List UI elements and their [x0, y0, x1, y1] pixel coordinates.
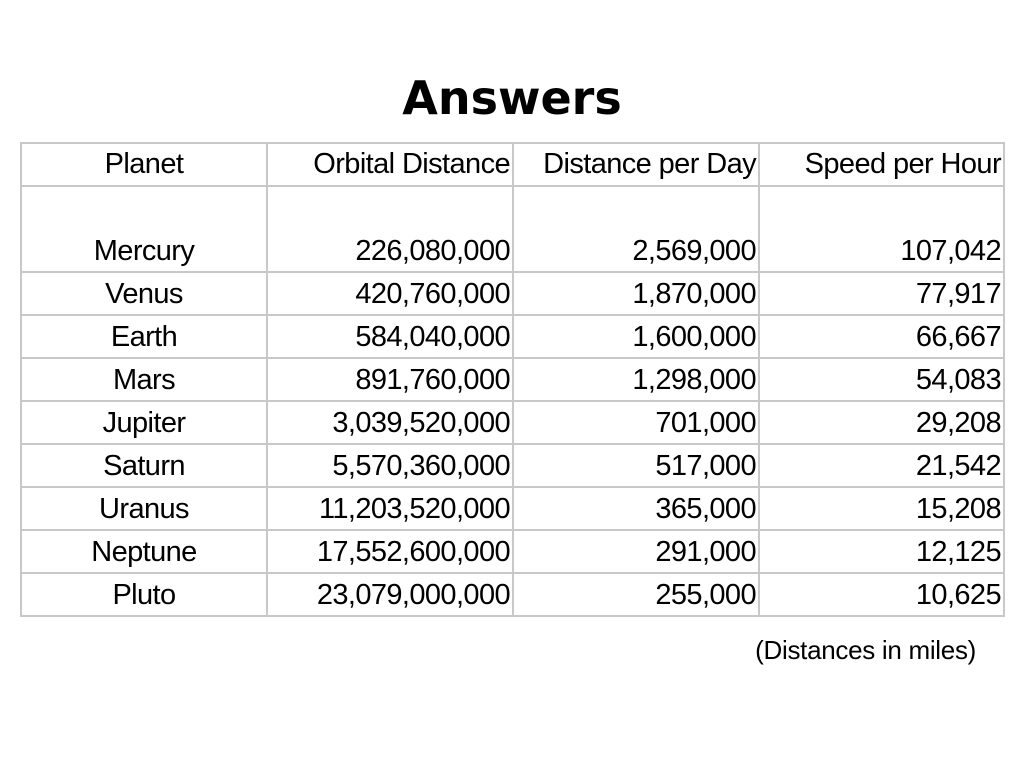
- table-row: [21, 530, 1004, 573]
- orbital-distance: 226,080,000: [355, 235, 510, 267]
- table-row: [21, 358, 1004, 401]
- speed-per-hour: 10,625: [915, 579, 1001, 611]
- table-row: [21, 573, 1004, 616]
- table-row: [21, 272, 1004, 315]
- table-row: [21, 444, 1004, 487]
- planet-name-cell: [21, 186, 267, 272]
- table-row: [21, 186, 1004, 272]
- speed-per-hour-cell: [759, 530, 1004, 573]
- distance-per-day: 291,000: [655, 536, 756, 568]
- speed-per-hour-cell: [759, 358, 1004, 401]
- planet-name-cell: [21, 272, 267, 315]
- speed-per-hour: 21,542: [915, 450, 1001, 482]
- planet-name: Earth: [110, 321, 178, 353]
- distance-per-day-cell: [513, 401, 759, 444]
- orbital-distance-cell: [267, 444, 513, 487]
- orbital-distance-cell: [267, 530, 513, 573]
- distance-per-day-cell: [513, 358, 759, 401]
- table-row: [21, 487, 1004, 530]
- distance-per-day-cell: [513, 444, 759, 487]
- orbital-distance-cell: [267, 573, 513, 616]
- speed-per-hour-cell: [759, 401, 1004, 444]
- speed-per-hour: 12,125: [915, 536, 1001, 568]
- speed-per-hour: 66,667: [915, 321, 1001, 353]
- orbital-distance-cell: [267, 315, 513, 358]
- planet-name: Pluto: [112, 579, 176, 611]
- speed-per-hour: 77,917: [915, 278, 1001, 310]
- planet-name: Saturn: [103, 450, 185, 482]
- table-row: [21, 315, 1004, 358]
- planet-name: Mercury: [93, 235, 195, 267]
- planet-name-cell: [21, 573, 267, 616]
- planet-name-cell: [21, 487, 267, 530]
- speed-per-hour: 54,083: [915, 364, 1001, 396]
- planet-name: Jupiter: [102, 407, 186, 439]
- distance-per-day: 517,000: [655, 450, 756, 482]
- planet-name: Uranus: [99, 493, 189, 525]
- column-header-orbital-distance: Orbital Distance: [267, 143, 513, 186]
- orbital-distance: 5,570,360,000: [332, 450, 510, 482]
- speed-per-hour: 107,042: [900, 235, 1001, 267]
- orbital-distance-cell: [267, 186, 513, 272]
- planet-name: Mars: [112, 364, 176, 396]
- orbital-distance: 891,760,000: [355, 364, 510, 396]
- distance-per-day: 1,600,000: [632, 321, 756, 353]
- orbital-distance-cell: [267, 358, 513, 401]
- planet-name-cell: [21, 315, 267, 358]
- orbital-distance: 420,760,000: [355, 278, 510, 310]
- orbital-distance-cell: [267, 401, 513, 444]
- distance-per-day: 2,569,000: [632, 235, 756, 267]
- orbital-distance: 3,039,520,000: [332, 407, 510, 439]
- distance-per-day-cell: [513, 487, 759, 530]
- column-header-planet: Planet: [21, 143, 267, 186]
- planet-name-cell: [21, 358, 267, 401]
- table-row: [21, 401, 1004, 444]
- planet-name-cell: [21, 444, 267, 487]
- column-header-speed-per-hour: Speed per Hour: [759, 143, 1004, 186]
- speed-per-hour-cell: [759, 272, 1004, 315]
- planet-name: Venus: [105, 278, 183, 310]
- distance-per-day: 365,000: [655, 493, 756, 525]
- orbital-distance: 17,552,600,000: [316, 536, 510, 568]
- distance-per-day-cell: [513, 573, 759, 616]
- slide-title: Answers: [402, 71, 622, 125]
- distance-per-day-cell: [513, 315, 759, 358]
- distance-per-day: 701,000: [655, 407, 756, 439]
- orbital-distance-cell: [267, 272, 513, 315]
- speed-per-hour-cell: [759, 444, 1004, 487]
- distance-per-day: 255,000: [655, 579, 756, 611]
- distance-per-day: 1,870,000: [632, 278, 756, 310]
- orbital-distance: 11,203,520,000: [318, 493, 510, 525]
- column-header-distance-per-day: Distance per Day: [513, 143, 759, 186]
- table-header-row: [21, 143, 1004, 186]
- planet-name-cell: [21, 401, 267, 444]
- planet-name-cell: [21, 530, 267, 573]
- orbital-distance: 23,079,000,000: [316, 579, 510, 611]
- distance-per-day-cell: [513, 530, 759, 573]
- speed-per-hour-cell: [759, 315, 1004, 358]
- planet-table: [20, 142, 1005, 617]
- orbital-distance-cell: [267, 487, 513, 530]
- speed-per-hour: 15,208: [915, 493, 1001, 525]
- speed-per-hour-cell: [759, 487, 1004, 530]
- planet-name: Neptune: [91, 536, 197, 568]
- orbital-distance: 584,040,000: [355, 321, 510, 353]
- speed-per-hour: 29,208: [915, 407, 1001, 439]
- distance-per-day-cell: [513, 272, 759, 315]
- distance-per-day: 1,298,000: [632, 364, 756, 396]
- units-footnote: (Distances in miles): [755, 635, 976, 665]
- distance-per-day-cell: [513, 186, 759, 272]
- speed-per-hour-cell: [759, 186, 1004, 272]
- speed-per-hour-cell: [759, 573, 1004, 616]
